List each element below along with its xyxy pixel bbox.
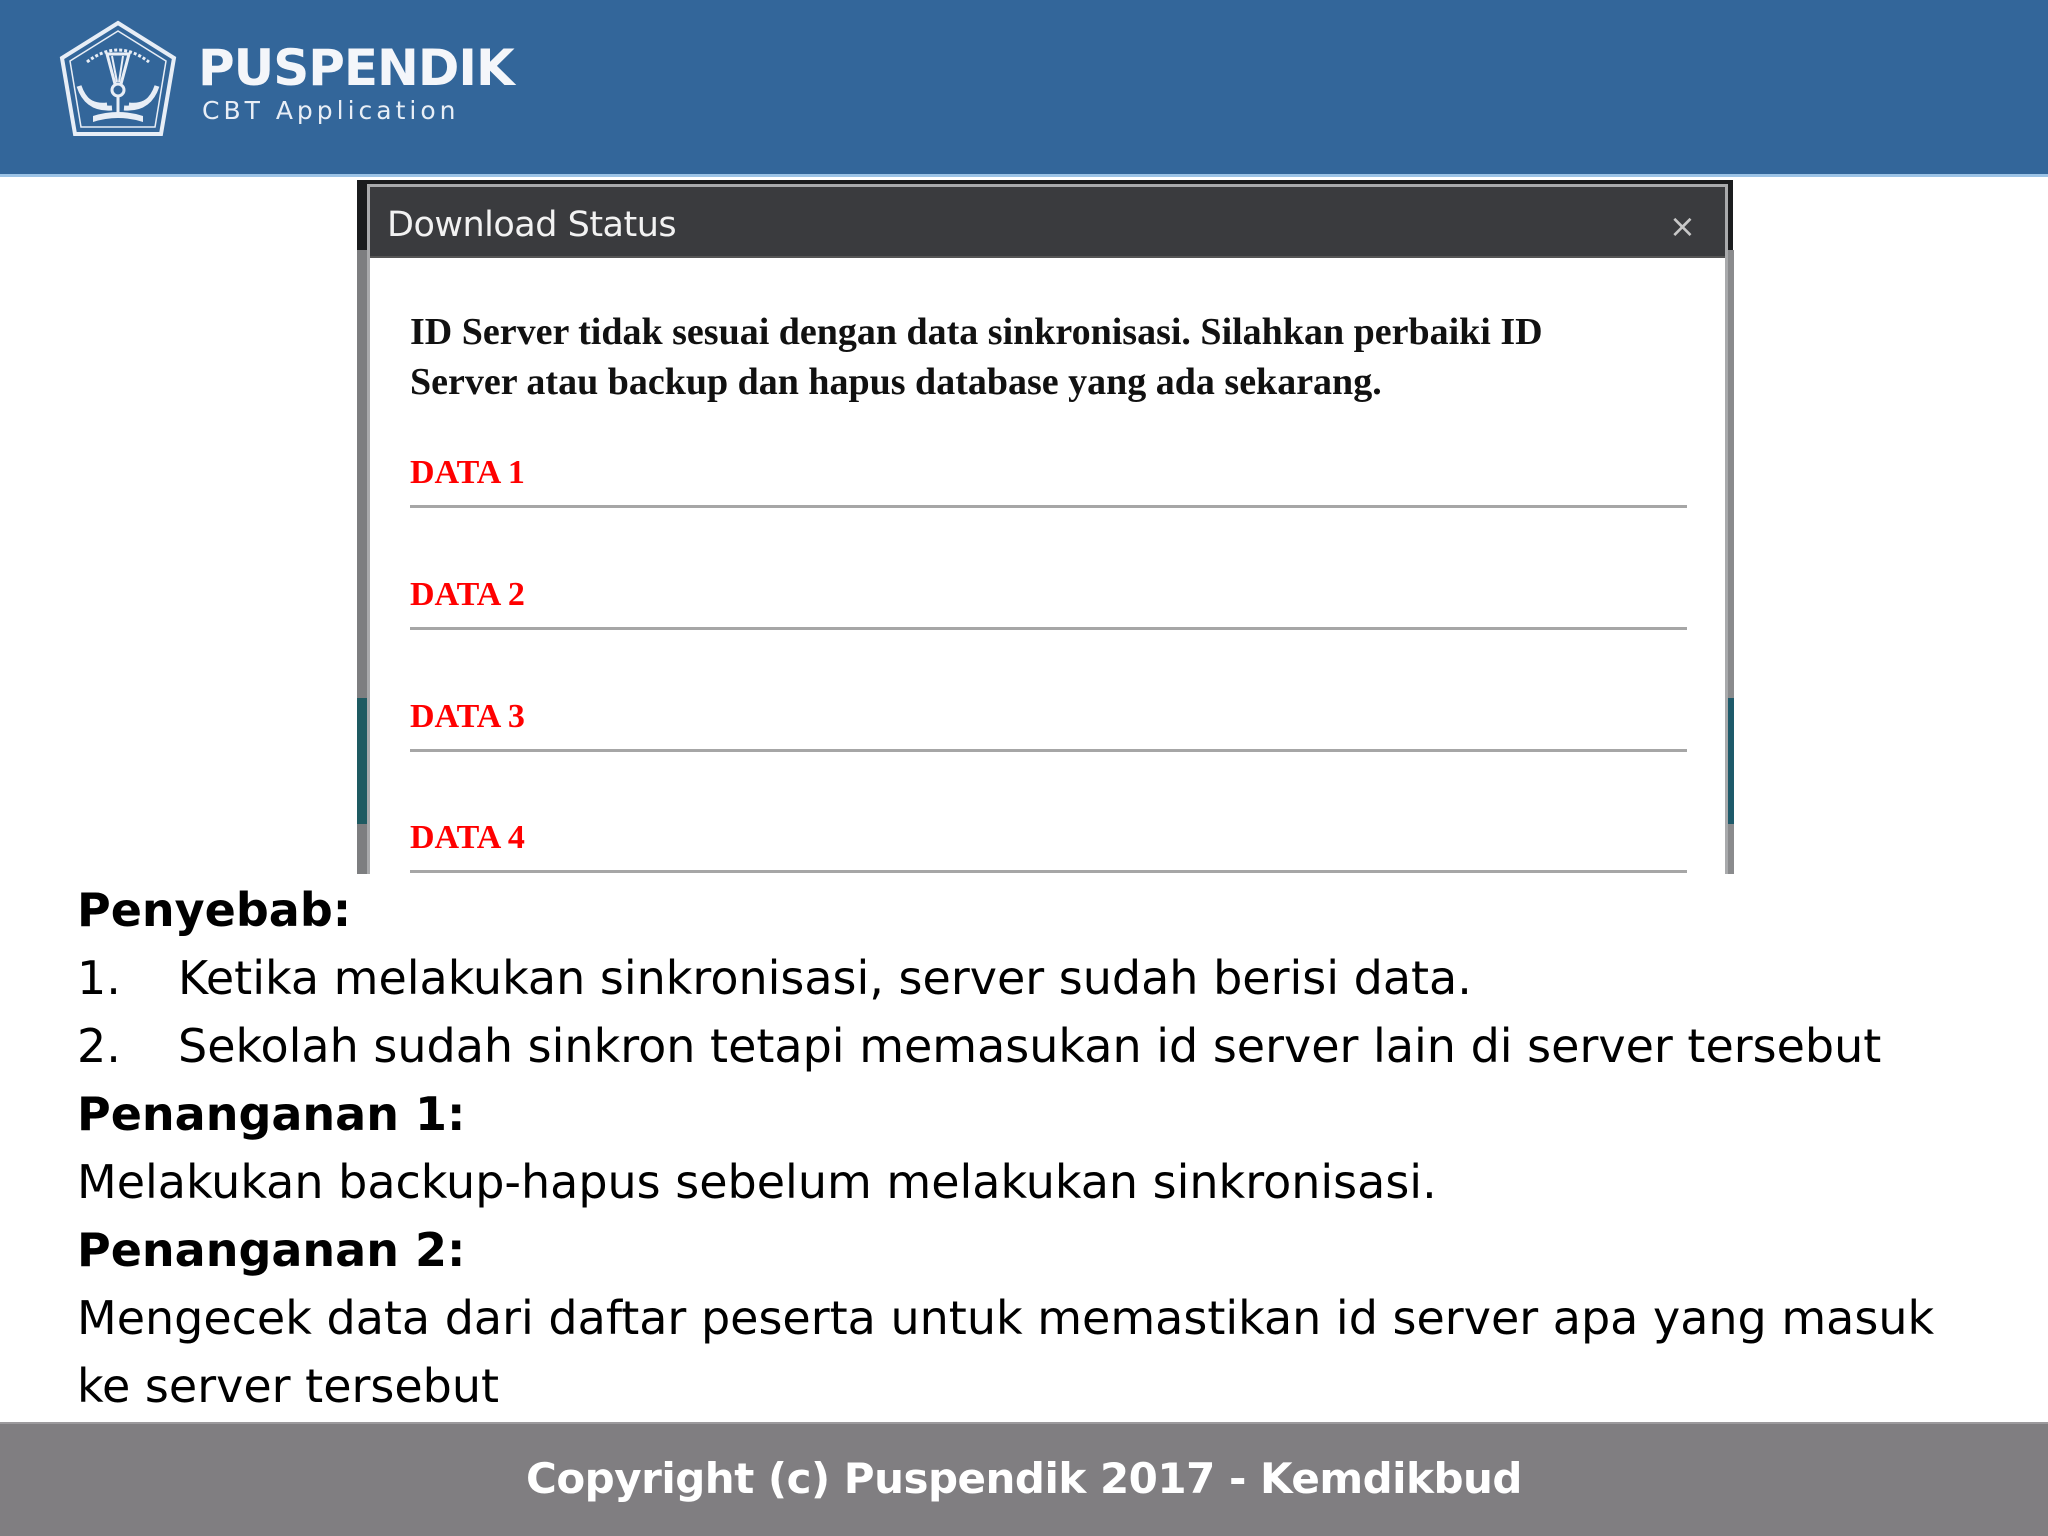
tut-wuri-handayani-emblem-icon: [57, 20, 179, 142]
footer: [0, 1422, 2048, 1536]
divider: [410, 749, 1687, 752]
dialog-title: Download Status: [387, 205, 677, 245]
cause-item: [77, 944, 2017, 1012]
dialog-message-line-2: Server atau backup dan hapus database yang ada sekarang.: [410, 361, 1382, 403]
download-status-dialog: [367, 184, 1728, 874]
divider: [410, 870, 1687, 873]
data-label: DATA 1: [410, 454, 525, 491]
backdrop-strip-left-teal: [357, 698, 367, 824]
data-row: [410, 818, 1687, 874]
data-label: DATA 4: [410, 819, 525, 856]
cause-item: [77, 1012, 2017, 1080]
cause-number: 2.: [77, 1019, 121, 1073]
dialog-titlebar: [370, 187, 1725, 258]
data-row: [410, 453, 1687, 575]
app-header: [0, 0, 2048, 177]
solution-1-text: Melakukan backup-hapus sebelum melakukan sinkronisasi.: [77, 1155, 1437, 1209]
cause-number: 1.: [77, 951, 121, 1005]
solution-2-heading: Penanganan 2:: [77, 1223, 466, 1277]
cause-heading: Penyebab:: [77, 883, 352, 937]
copyright-text: Copyright (c) Puspendik 2017 - Kemdikbud: [526, 1454, 1522, 1503]
divider: [410, 505, 1687, 508]
brand-subtitle: CBT Application: [202, 96, 460, 125]
solution-1-heading: Penanganan 1:: [77, 1087, 466, 1141]
data-row: [410, 697, 1687, 819]
data-row: [410, 575, 1687, 697]
slide-content: [77, 876, 2017, 1420]
cause-text: Sekolah sudah sinkron tetapi memasukan id server lain di server tersebut: [178, 1019, 1882, 1073]
dialog-message: [410, 307, 1690, 407]
data-label: DATA 3: [410, 698, 525, 735]
divider: [410, 627, 1687, 630]
brand-title: PUSPENDIK: [198, 39, 514, 97]
backdrop-strip-right-teal: [1728, 698, 1734, 824]
solution-2-text-line-1: Mengecek data dari daftar peserta untuk memastikan id server apa yang masuk: [77, 1291, 1935, 1345]
close-icon[interactable]: ×: [1669, 207, 1696, 245]
cause-text: Ketika melakukan sinkronisasi, server sudah berisi data.: [178, 951, 1472, 1005]
data-label: DATA 2: [410, 576, 525, 613]
dialog-message-line-1: ID Server tidak sesuai dengan data sinkronisasi. Silahkan perbaiki ID: [410, 311, 1543, 353]
solution-2-text-line-2: ke server tersebut: [77, 1359, 500, 1413]
